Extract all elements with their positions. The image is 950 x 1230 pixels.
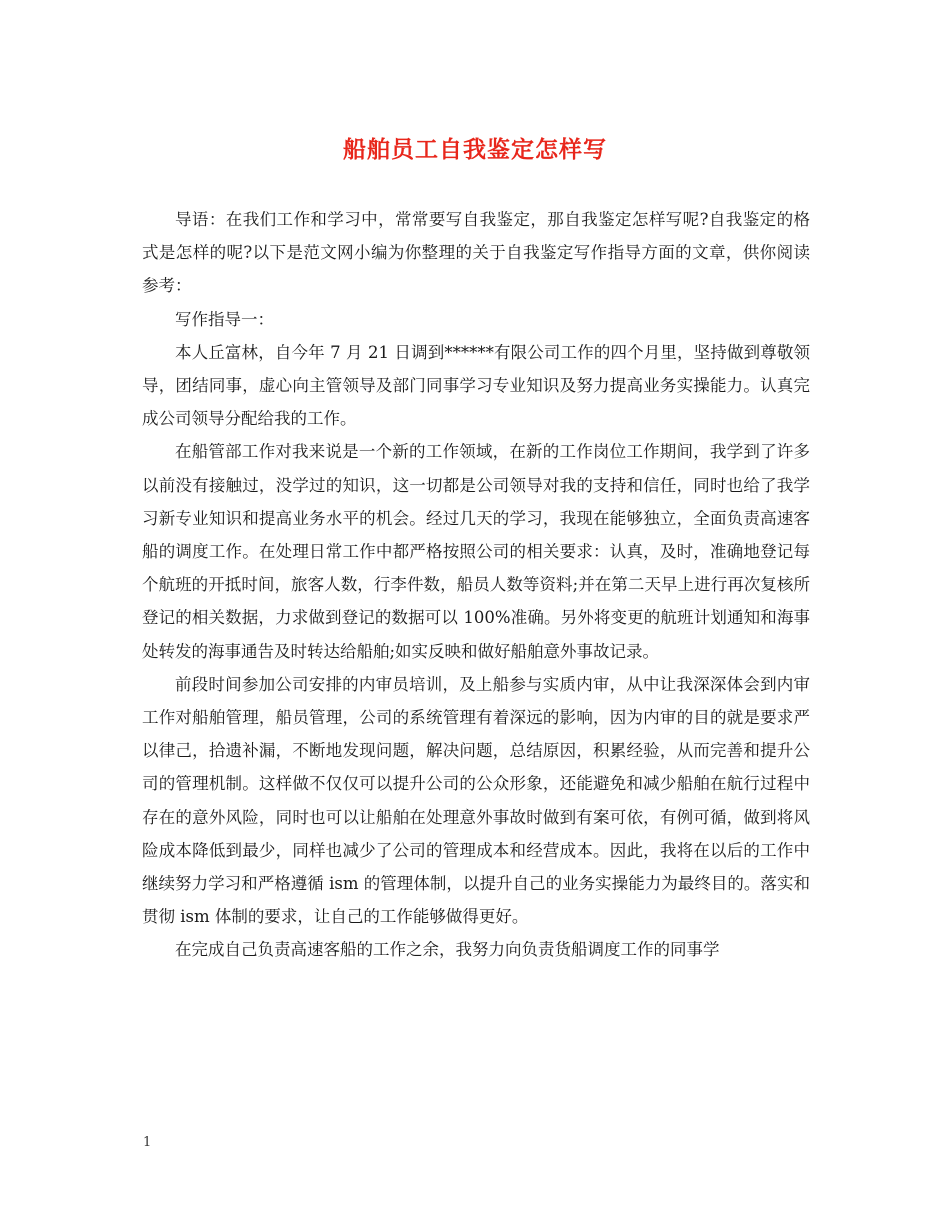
page-number: 1 — [143, 1135, 152, 1150]
paragraph-intro: 导语：在我们工作和学习中，常常要写自我鉴定，那自我鉴定怎样写呢?自我鉴定的格式是怎样的呢?以下是范文网小编为你整理的关于自我鉴定写作指导方面的文章，供你阅读参考： — [142, 210, 810, 296]
document-title: 船舶员工自我鉴定怎样写 — [343, 136, 607, 163]
paragraph: 在船管部工作对我来说是一个新的工作领域，在新的工作岗位工作期间，我学到了许多以前没有接触过，没学过的知识，这一切都是公司领导对我的支持和信任，同时也给了我学习新专业知识和提高业务水平的机会。经过几天的学习，我现在能够独立，全面负责高速客船的调度工作。在处理日常工作中都严格按照公司的相关要求：认真，及时，准确地登记每个航班的开抵时间，旅客人数，行李件数，船员人数等资料;并在第二天早上进行再次复核所登记的相关数据，力求做到登记的数据可以 100%准确。另外将变更的航班计划通知和海事处转发的海事通告及时转达给船舶;如实反映和做好船舶意外事故记录。 — [142, 442, 810, 661]
paragraph: 本人丘富林，自今年 7 月 21 日调到******有限公司工作的四个月里，坚持做到尊敬领导，团结同事，虚心向主管领导及部门同事学习专业知识及努力提高业务实操能力。认真完成公司领导分配给我的工作。 — [142, 342, 810, 429]
paragraph-section-heading: 写作指导一： — [175, 309, 274, 329]
paragraph: 在完成自己负责高速客船的工作之余，我努力向负责货船调度工作的同事学 — [175, 940, 720, 960]
document-body — [142, 203, 810, 967]
paragraph: 前段时间参加公司安排的内审员培训，及上船参与实质内审，从中让我深深体会到内审工作对船舶管理，船员管理，公司的系统管理有着深远的影响，因为内审的目的就是要求严以律己，拾遗补漏，不断地发现问题，解决问题，总结原因，积累经验，从而完善和提升公司的管理机制。这样做不仅仅可以提升公司的公众形象，还能避免和减少船舶在航行过程中存在的意外风险，同时也可以让船舶在处理意外事故时做到有案可依，有例可循，做到将风险成本降低到最少，同样也减少了公司的管理成本和经营成本。因此，我将在以后的工作中继续努力学习和严格遵循 ism 的管理体制，以提升自己的业务实操能力为最终目的。落实和贯彻 ism 体制的要求，让自己的工作能够做得更好。 — [142, 674, 810, 927]
